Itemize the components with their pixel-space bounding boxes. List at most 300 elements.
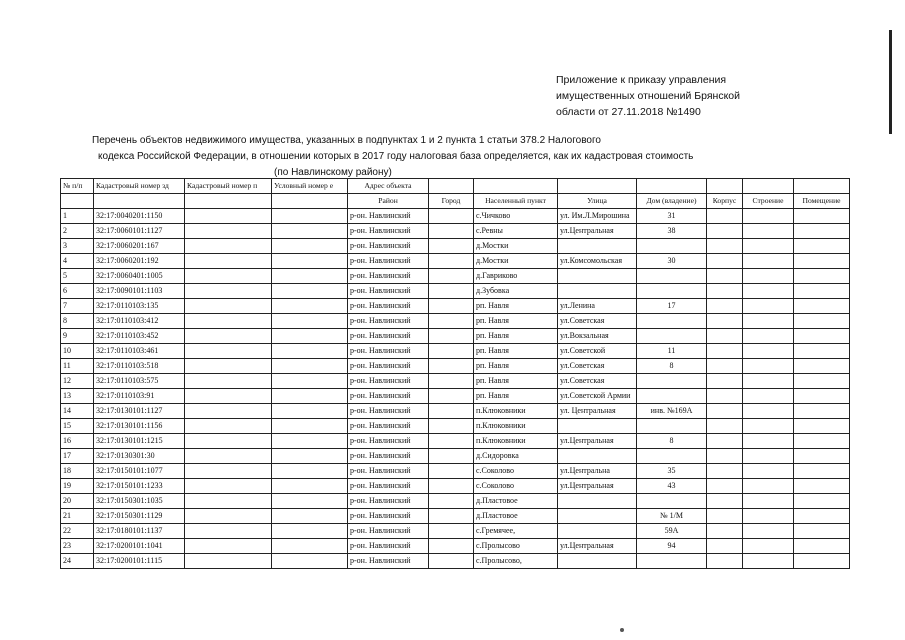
cell-settlement: д.Мостки bbox=[474, 254, 558, 269]
cell-building bbox=[707, 284, 743, 299]
cell-structure bbox=[743, 374, 794, 389]
cell-street: ул.Советская bbox=[558, 374, 637, 389]
cell-district: р-он. Навлинский bbox=[348, 359, 429, 374]
cell-room bbox=[794, 419, 850, 434]
cell-building bbox=[707, 449, 743, 464]
cell-street: ул.Вокзальная bbox=[558, 329, 637, 344]
cell-cadastral-room bbox=[185, 539, 272, 554]
cell-settlement: п.Клюковники bbox=[474, 434, 558, 449]
cell-num: 24 bbox=[61, 554, 94, 569]
cell-building bbox=[707, 524, 743, 539]
cell-conditional bbox=[272, 329, 348, 344]
cell-settlement: с.Ревны bbox=[474, 224, 558, 239]
cell-cadastral-room bbox=[185, 494, 272, 509]
col-header-building: Корпус bbox=[707, 194, 743, 209]
table-row bbox=[61, 329, 850, 344]
table-row bbox=[61, 299, 850, 314]
table-row bbox=[61, 374, 850, 389]
cell-cadastral: 32:17:0130101:1215 bbox=[94, 434, 185, 449]
cell-city bbox=[429, 539, 474, 554]
cell-house: 38 bbox=[637, 224, 707, 239]
table-row bbox=[61, 359, 850, 374]
cell-cadastral: 32:17:0200101:1115 bbox=[94, 554, 185, 569]
col-header-conditional: Условный номер е bbox=[272, 179, 348, 194]
cell-settlement: с.Чичково bbox=[474, 209, 558, 224]
cell-settlement: с.Соколово bbox=[474, 479, 558, 494]
table-row bbox=[61, 419, 850, 434]
table-header-row-2 bbox=[61, 194, 850, 209]
cell-house: 17 bbox=[637, 299, 707, 314]
cell-room bbox=[794, 239, 850, 254]
cell-room bbox=[794, 344, 850, 359]
cell-conditional bbox=[272, 509, 348, 524]
cell-cadastral-room bbox=[185, 209, 272, 224]
cell-conditional bbox=[272, 224, 348, 239]
cell-building bbox=[707, 209, 743, 224]
cell-structure bbox=[743, 434, 794, 449]
cell-district: р-он. Навлинский bbox=[348, 329, 429, 344]
cell-num: 3 bbox=[61, 239, 94, 254]
cell-conditional bbox=[272, 359, 348, 374]
cell-building bbox=[707, 539, 743, 554]
table-row bbox=[61, 224, 850, 239]
cell-cadastral-room bbox=[185, 404, 272, 419]
cell-num: 5 bbox=[61, 269, 94, 284]
cell-district: р-он. Навлинский bbox=[348, 434, 429, 449]
cell-district: р-он. Навлинский bbox=[348, 539, 429, 554]
cell-cadastral-room bbox=[185, 269, 272, 284]
cell-city bbox=[429, 299, 474, 314]
cell-building bbox=[707, 359, 743, 374]
cell-room bbox=[794, 494, 850, 509]
cell-district: р-он. Навлинский bbox=[348, 464, 429, 479]
cell-conditional bbox=[272, 539, 348, 554]
table-row bbox=[61, 434, 850, 449]
cell-cadastral-room bbox=[185, 434, 272, 449]
cell-street bbox=[558, 419, 637, 434]
cell-settlement: п.Клюковники bbox=[474, 419, 558, 434]
cell-room bbox=[794, 554, 850, 569]
cell-house bbox=[637, 239, 707, 254]
cell-district: р-он. Навлинский bbox=[348, 419, 429, 434]
cell-cadastral-room bbox=[185, 419, 272, 434]
cell-district: р-он. Навлинский bbox=[348, 239, 429, 254]
cell-num: 15 bbox=[61, 419, 94, 434]
cell-street bbox=[558, 284, 637, 299]
cell-city bbox=[429, 314, 474, 329]
cell-district: р-он. Навлинский bbox=[348, 404, 429, 419]
cell-structure bbox=[743, 389, 794, 404]
cell-cadastral-room bbox=[185, 254, 272, 269]
cell-house bbox=[637, 494, 707, 509]
cell-conditional bbox=[272, 479, 348, 494]
cell-settlement: рп. Навля bbox=[474, 389, 558, 404]
cell-cadastral-room bbox=[185, 479, 272, 494]
cell-conditional bbox=[272, 239, 348, 254]
cell-house bbox=[637, 389, 707, 404]
cell-building bbox=[707, 494, 743, 509]
cell-num: 8 bbox=[61, 314, 94, 329]
cell-building bbox=[707, 224, 743, 239]
col-header-cadastral: Кадастровый номер зд bbox=[94, 179, 185, 194]
cell-city bbox=[429, 284, 474, 299]
cell-cadastral: 32:17:0110103:452 bbox=[94, 329, 185, 344]
cell-conditional bbox=[272, 284, 348, 299]
cell-city bbox=[429, 269, 474, 284]
cell-cadastral-room bbox=[185, 284, 272, 299]
cell-house: 43 bbox=[637, 479, 707, 494]
cell-house bbox=[637, 329, 707, 344]
cell-street: ул.Центральная bbox=[558, 479, 637, 494]
cell-conditional bbox=[272, 404, 348, 419]
cell-city bbox=[429, 434, 474, 449]
cell-structure bbox=[743, 224, 794, 239]
cell-structure bbox=[743, 419, 794, 434]
col-header-num: № п/п bbox=[61, 179, 94, 194]
cell-street: ул.Центральна bbox=[558, 464, 637, 479]
cell-settlement: с.Пролысово bbox=[474, 539, 558, 554]
cell-settlement: рп. Навля bbox=[474, 374, 558, 389]
table-row bbox=[61, 254, 850, 269]
cell-street: ул.Советской Армии bbox=[558, 389, 637, 404]
cell-conditional bbox=[272, 299, 348, 314]
cell-building bbox=[707, 464, 743, 479]
property-table bbox=[60, 178, 850, 569]
cell-house: 11 bbox=[637, 344, 707, 359]
cell-cadastral-room bbox=[185, 359, 272, 374]
cell-building bbox=[707, 509, 743, 524]
cell-conditional bbox=[272, 254, 348, 269]
scan-edge-mark bbox=[889, 30, 892, 134]
table-row bbox=[61, 269, 850, 284]
cell-building bbox=[707, 314, 743, 329]
cell-district: р-он. Навлинский bbox=[348, 269, 429, 284]
cell-building bbox=[707, 554, 743, 569]
table-row bbox=[61, 284, 850, 299]
cell-room bbox=[794, 269, 850, 284]
cell-cadastral: 32:17:0060401:1005 bbox=[94, 269, 185, 284]
cell-district: р-он. Навлинский bbox=[348, 344, 429, 359]
cell-district: р-он. Навлинский bbox=[348, 284, 429, 299]
cell-street: ул.Центральная bbox=[558, 434, 637, 449]
cell-room bbox=[794, 224, 850, 239]
cell-structure bbox=[743, 329, 794, 344]
cell-house: № 1/М bbox=[637, 509, 707, 524]
cell-street: ул.Комсомольская bbox=[558, 254, 637, 269]
cell-conditional bbox=[272, 434, 348, 449]
cell-house bbox=[637, 269, 707, 284]
cell-building bbox=[707, 344, 743, 359]
cell-num: 1 bbox=[61, 209, 94, 224]
cell-cadastral: 32:17:0150301:1129 bbox=[94, 509, 185, 524]
cell-building bbox=[707, 419, 743, 434]
cell-house: 30 bbox=[637, 254, 707, 269]
table-row bbox=[61, 479, 850, 494]
cell-house: 8 bbox=[637, 434, 707, 449]
cell-city bbox=[429, 404, 474, 419]
table-row bbox=[61, 554, 850, 569]
cell-num: 10 bbox=[61, 344, 94, 359]
cell-room bbox=[794, 359, 850, 374]
cell-cadastral-room bbox=[185, 224, 272, 239]
cell-num: 20 bbox=[61, 494, 94, 509]
cell-room bbox=[794, 404, 850, 419]
cell-num: 18 bbox=[61, 464, 94, 479]
annex-line-1: Приложение к приказу управления bbox=[556, 74, 727, 86]
cell-settlement: рп. Навля bbox=[474, 314, 558, 329]
cell-district: р-он. Навлинский bbox=[348, 524, 429, 539]
cell-conditional bbox=[272, 209, 348, 224]
cell-city bbox=[429, 239, 474, 254]
cell-house: 94 bbox=[637, 539, 707, 554]
cell-cadastral: 32:17:0110103:91 bbox=[94, 389, 185, 404]
cell-structure bbox=[743, 449, 794, 464]
cell-conditional bbox=[272, 449, 348, 464]
cell-city bbox=[429, 449, 474, 464]
cell-structure bbox=[743, 404, 794, 419]
cell-cadastral: 32:17:0110103:575 bbox=[94, 374, 185, 389]
cell-structure bbox=[743, 524, 794, 539]
cell-num: 21 bbox=[61, 509, 94, 524]
cell-cadastral: 32:17:0200101:1041 bbox=[94, 539, 185, 554]
cell-city bbox=[429, 224, 474, 239]
col-header-district: Район bbox=[348, 194, 429, 209]
cell-room bbox=[794, 539, 850, 554]
cell-building bbox=[707, 479, 743, 494]
cell-city bbox=[429, 374, 474, 389]
cell-room bbox=[794, 509, 850, 524]
cell-street bbox=[558, 269, 637, 284]
annex-line-2: имущественных отношений Брянской bbox=[556, 90, 741, 102]
cell-conditional bbox=[272, 524, 348, 539]
cell-city bbox=[429, 509, 474, 524]
cell-cadastral: 32:17:0090101:1103 bbox=[94, 284, 185, 299]
cell-street bbox=[558, 524, 637, 539]
cell-cadastral: 32:17:0040201:1150 bbox=[94, 209, 185, 224]
annex-block bbox=[556, 72, 776, 120]
cell-cadastral-room bbox=[185, 344, 272, 359]
cell-district: р-он. Навлинский bbox=[348, 299, 429, 314]
cell-room bbox=[794, 314, 850, 329]
cell-city bbox=[429, 479, 474, 494]
cell-house bbox=[637, 284, 707, 299]
cell-structure bbox=[743, 359, 794, 374]
cell-city bbox=[429, 254, 474, 269]
cell-num: 22 bbox=[61, 524, 94, 539]
cell-city bbox=[429, 209, 474, 224]
cell-district: р-он. Навлинский bbox=[348, 224, 429, 239]
cell-num: 23 bbox=[61, 539, 94, 554]
cell-district: р-он. Навлинский bbox=[348, 389, 429, 404]
cell-city bbox=[429, 344, 474, 359]
cell-structure bbox=[743, 254, 794, 269]
cell-cadastral: 32:17:0060201:192 bbox=[94, 254, 185, 269]
title-line-3: (по Навлинскому району) bbox=[274, 167, 392, 178]
cell-settlement: с.Гремячее, bbox=[474, 524, 558, 539]
cell-num: 2 bbox=[61, 224, 94, 239]
cell-conditional bbox=[272, 269, 348, 284]
cell-building bbox=[707, 374, 743, 389]
cell-city bbox=[429, 494, 474, 509]
cell-city bbox=[429, 554, 474, 569]
cell-settlement: рп. Навля bbox=[474, 359, 558, 374]
col-header-street: Улица bbox=[558, 194, 637, 209]
cell-cadastral: 32:17:0060101:1127 bbox=[94, 224, 185, 239]
cell-settlement: рп. Навля bbox=[474, 329, 558, 344]
table-row bbox=[61, 464, 850, 479]
cell-structure bbox=[743, 269, 794, 284]
cell-structure bbox=[743, 554, 794, 569]
cell-cadastral-room bbox=[185, 239, 272, 254]
cell-district: р-он. Навлинский bbox=[348, 254, 429, 269]
table-row bbox=[61, 209, 850, 224]
cell-cadastral-room bbox=[185, 329, 272, 344]
cell-cadastral-room bbox=[185, 389, 272, 404]
cell-settlement: п.Клюковники bbox=[474, 404, 558, 419]
cell-building bbox=[707, 299, 743, 314]
col-header-house: Дом (владение) bbox=[637, 194, 707, 209]
cell-settlement: с.Пролысово, bbox=[474, 554, 558, 569]
table-row bbox=[61, 314, 850, 329]
table-row bbox=[61, 509, 850, 524]
cell-room bbox=[794, 389, 850, 404]
cell-cadastral: 32:17:0150101:1233 bbox=[94, 479, 185, 494]
cell-num: 4 bbox=[61, 254, 94, 269]
cell-structure bbox=[743, 344, 794, 359]
cell-street bbox=[558, 494, 637, 509]
cell-street bbox=[558, 449, 637, 464]
cell-structure bbox=[743, 479, 794, 494]
cell-room bbox=[794, 209, 850, 224]
cell-building bbox=[707, 434, 743, 449]
cell-structure bbox=[743, 239, 794, 254]
cell-settlement: д.Гавриково bbox=[474, 269, 558, 284]
annex-line-3: области от 27.11.2018 №1490 bbox=[556, 106, 701, 118]
cell-settlement: д.Пластовое bbox=[474, 494, 558, 509]
cell-num: 7 bbox=[61, 299, 94, 314]
table-row bbox=[61, 404, 850, 419]
cell-cadastral: 32:17:0060201:167 bbox=[94, 239, 185, 254]
cell-house: инв. №169А bbox=[637, 404, 707, 419]
cell-room bbox=[794, 374, 850, 389]
cell-street: ул.Центральная bbox=[558, 539, 637, 554]
cell-num: 17 bbox=[61, 449, 94, 464]
cell-street bbox=[558, 239, 637, 254]
cell-room bbox=[794, 329, 850, 344]
cell-street: ул.Советской bbox=[558, 344, 637, 359]
cell-settlement: рп. Навля bbox=[474, 299, 558, 314]
cell-district: р-он. Навлинский bbox=[348, 494, 429, 509]
cell-settlement: д.Зубовка bbox=[474, 284, 558, 299]
table-row bbox=[61, 494, 850, 509]
cell-num: 19 bbox=[61, 479, 94, 494]
table-row bbox=[61, 239, 850, 254]
cell-cadastral: 32:17:0110103:518 bbox=[94, 359, 185, 374]
cell-house: 35 bbox=[637, 464, 707, 479]
cell-cadastral: 32:17:0180101:1137 bbox=[94, 524, 185, 539]
cell-building bbox=[707, 239, 743, 254]
cell-cadastral-room bbox=[185, 374, 272, 389]
cell-house: 31 bbox=[637, 209, 707, 224]
cell-city bbox=[429, 359, 474, 374]
cell-room bbox=[794, 299, 850, 314]
cell-cadastral-room bbox=[185, 314, 272, 329]
table-row bbox=[61, 449, 850, 464]
cell-structure bbox=[743, 314, 794, 329]
cell-house bbox=[637, 374, 707, 389]
col-header-room: Помещение bbox=[794, 194, 850, 209]
cell-room bbox=[794, 254, 850, 269]
cell-house bbox=[637, 314, 707, 329]
col-header-structure: Строение bbox=[743, 194, 794, 209]
cell-room bbox=[794, 284, 850, 299]
cell-cadastral: 32:17:0110103:135 bbox=[94, 299, 185, 314]
cell-district: р-он. Навлинский bbox=[348, 554, 429, 569]
cell-city bbox=[429, 419, 474, 434]
cell-district: р-он. Навлинский bbox=[348, 479, 429, 494]
cell-conditional bbox=[272, 419, 348, 434]
cell-num: 16 bbox=[61, 434, 94, 449]
cell-settlement: рп. Навля bbox=[474, 344, 558, 359]
title-line-1: Перечень объектов недвижимого имущества, указанных в подпунктах 1 и 2 пункта 1 статьи 378.2 Налогового bbox=[92, 135, 601, 146]
table-row bbox=[61, 539, 850, 554]
cell-street bbox=[558, 554, 637, 569]
cell-room bbox=[794, 524, 850, 539]
cell-street: ул.Ленина bbox=[558, 299, 637, 314]
cell-street: ул.Центральная bbox=[558, 224, 637, 239]
cell-building bbox=[707, 329, 743, 344]
cell-num: 11 bbox=[61, 359, 94, 374]
cell-house: 59А bbox=[637, 524, 707, 539]
cell-room bbox=[794, 479, 850, 494]
cell-settlement: д.Сидоровка bbox=[474, 449, 558, 464]
cell-num: 6 bbox=[61, 284, 94, 299]
cell-num: 14 bbox=[61, 404, 94, 419]
cell-cadastral: 32:17:0150301:1035 bbox=[94, 494, 185, 509]
cell-structure bbox=[743, 509, 794, 524]
cell-house: 8 bbox=[637, 359, 707, 374]
cell-city bbox=[429, 524, 474, 539]
cell-conditional bbox=[272, 389, 348, 404]
cell-street: ул.Советская bbox=[558, 314, 637, 329]
cell-district: р-он. Навлинский bbox=[348, 374, 429, 389]
table-header-row-1 bbox=[61, 179, 850, 194]
cell-district: р-он. Навлинский bbox=[348, 449, 429, 464]
cell-conditional bbox=[272, 494, 348, 509]
cell-conditional bbox=[272, 314, 348, 329]
cell-street: ул.Советская bbox=[558, 359, 637, 374]
cell-cadastral: 32:17:0130101:1156 bbox=[94, 419, 185, 434]
cell-settlement: д.Мостки bbox=[474, 239, 558, 254]
cell-building bbox=[707, 269, 743, 284]
cell-cadastral-room bbox=[185, 554, 272, 569]
cell-district: р-он. Навлинский bbox=[348, 209, 429, 224]
cell-structure bbox=[743, 494, 794, 509]
cell-city bbox=[429, 329, 474, 344]
cell-conditional bbox=[272, 374, 348, 389]
cell-structure bbox=[743, 539, 794, 554]
cell-room bbox=[794, 434, 850, 449]
cell-structure bbox=[743, 209, 794, 224]
cell-num: 12 bbox=[61, 374, 94, 389]
cell-cadastral-room bbox=[185, 509, 272, 524]
cell-cadastral: 32:17:0130301:30 bbox=[94, 449, 185, 464]
col-header-cadastral-room: Кадастровый номер п bbox=[185, 179, 272, 194]
table-row bbox=[61, 389, 850, 404]
cell-cadastral-room bbox=[185, 299, 272, 314]
cell-building bbox=[707, 389, 743, 404]
cell-street: ул. Центральная bbox=[558, 404, 637, 419]
